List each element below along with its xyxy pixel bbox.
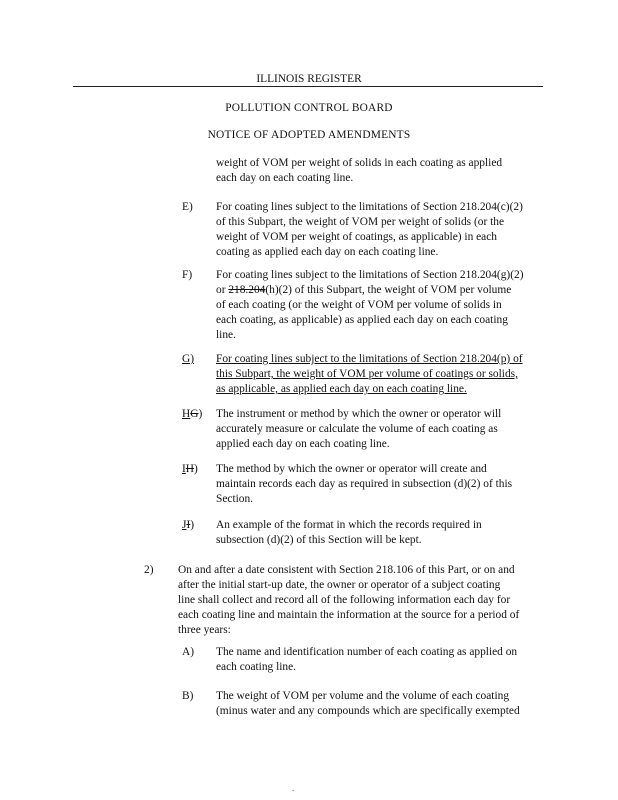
item-label xyxy=(182,407,202,422)
item-text xyxy=(216,518,482,548)
text-line: For coating lines subject to the limitations of Section 218.204(p) of xyxy=(216,353,523,365)
text-line: maintain records each day as required in subsection (d)(2) of this xyxy=(216,478,513,490)
text-line: each coating line. xyxy=(216,661,297,673)
item-text xyxy=(216,268,524,343)
label-close: ) xyxy=(194,463,198,475)
text-line: The weight of VOM per volume and the volume of each coating xyxy=(216,690,510,702)
text-line: Section. xyxy=(216,493,254,505)
board-title: POLLUTION CONTROL BOARD xyxy=(225,102,393,114)
text-line: On and after a date consistent with Section 218.106 of this Part, or on and xyxy=(178,564,515,576)
item-label xyxy=(182,462,198,477)
text-line: each coating line and maintain the information at the source for a period of xyxy=(178,609,520,621)
label-close: ) xyxy=(198,408,203,420)
item-label: F) xyxy=(182,269,193,281)
text-line: The instrument or method by which the owner or operator will xyxy=(216,408,502,420)
text-line: of each coating (or the weight of VOM per volume of solids in xyxy=(216,299,502,311)
text-line: three years: xyxy=(178,624,231,636)
added-label: J xyxy=(182,519,187,531)
text-line: each coating, as applicable) as applied each day on each coating xyxy=(216,314,508,326)
struck-text: 218.204 xyxy=(228,284,266,296)
notice-title: NOTICE OF ADOPTED AMENDMENTS xyxy=(207,129,411,141)
text-line: each day on each coating line. xyxy=(216,172,354,184)
footer-mark: . xyxy=(292,783,295,793)
register-title: ILLINOIS REGISTER xyxy=(256,73,362,85)
item-text xyxy=(216,407,501,452)
header-rule xyxy=(73,86,543,87)
item-label: A) xyxy=(182,646,195,658)
struck-label: H xyxy=(185,463,195,475)
added-text xyxy=(216,352,523,397)
text-line: An example of the format in which the records required in xyxy=(216,519,482,531)
text-line: For coating lines subject to the limitations of Section 218.204(c)(2) xyxy=(216,201,523,213)
text-fragment: or xyxy=(216,284,229,296)
item-label xyxy=(182,518,194,533)
text-line: this Subpart, the weight of VOM per volume of coatings or solids, xyxy=(216,368,518,380)
text-line: of this Subpart, the weight of VOM per weight of solids (or the xyxy=(216,216,504,228)
text-line: as applicable, as applied each day on each coating line. xyxy=(216,383,467,395)
text-line: (minus water and any compounds which are specifically exempted xyxy=(216,705,520,717)
item-label: B) xyxy=(182,690,194,702)
text-line: The name and identification number of each coating as applied on xyxy=(216,646,518,658)
added-label: H xyxy=(182,408,191,420)
text-fragment: (h)(2) of this Subpart, the weight of VOM per volume xyxy=(265,284,512,296)
item-text xyxy=(216,462,512,507)
item-label: 2) xyxy=(144,564,154,576)
text-line: after the initial start-up date, the owner or operator of a subject coating xyxy=(178,579,501,591)
text-line xyxy=(216,283,524,298)
struck-label: I xyxy=(186,519,191,531)
text-line: weight of VOM per weight of coatings, as applicable) in each xyxy=(216,231,497,243)
text-line: line. xyxy=(216,329,236,341)
text-line: weight of VOM per weight of solids in each coating as applied xyxy=(216,157,503,169)
label-close: ) xyxy=(190,519,195,531)
item-text xyxy=(216,689,520,719)
struck-label: G xyxy=(190,408,199,420)
item-label: E) xyxy=(182,201,193,213)
text-line: The method by which the owner or operator will create and xyxy=(216,463,487,475)
item-text xyxy=(216,645,517,675)
continuation-paragraph xyxy=(216,156,502,186)
item-text xyxy=(178,563,519,638)
text-line: line shall collect and record all of the following information each day for xyxy=(178,594,511,606)
added-label: I xyxy=(182,463,186,475)
item-label: G) xyxy=(182,353,195,365)
text-line: subsection (d)(2) of this Section will be kept. xyxy=(216,534,422,546)
item-text xyxy=(216,200,523,260)
text-line: coating as applied each day on each coating line. xyxy=(216,246,439,258)
text-line: accurately measure or calculate the volume of each coating as xyxy=(216,423,498,435)
text-line: applied each day on each coating line. xyxy=(216,438,390,450)
text-line: For coating lines subject to the limitations of Section 218.204(g)(2) xyxy=(216,269,524,281)
